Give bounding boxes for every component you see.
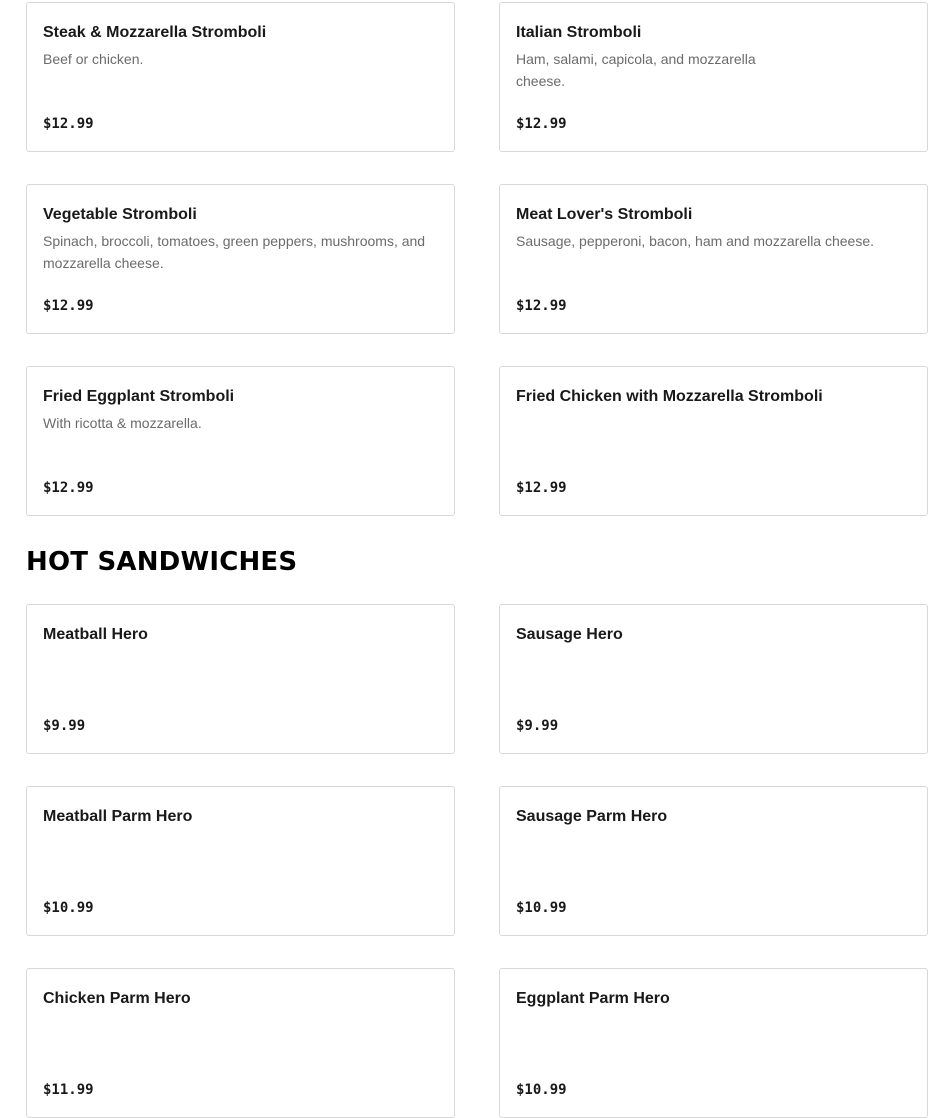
item-price: $10.99 — [43, 900, 94, 916]
item-price: $12.99 — [43, 298, 94, 314]
item-price: $12.99 — [516, 116, 567, 132]
menu-item-card[interactable] — [499, 366, 928, 516]
menu-item-card[interactable] — [499, 786, 928, 936]
item-price: $10.99 — [516, 900, 567, 916]
item-description: Spinach, broccoli, tomatoes, green peppers, mushrooms, and mozzarella cheese. — [43, 233, 426, 271]
menu-item-card[interactable] — [26, 968, 455, 1118]
item-description: With ricotta & mozzarella. — [43, 415, 202, 431]
item-price: $9.99 — [43, 718, 86, 734]
menu-item-card[interactable] — [26, 2, 455, 152]
item-name: Fried Eggplant Stromboli — [43, 388, 235, 405]
stromboli-item-grid — [26, 2, 928, 516]
menu-item-card[interactable] — [26, 366, 455, 516]
section-title-hot-sandwiches: HOT SANDWICHES — [26, 547, 298, 577]
item-price: $12.99 — [43, 116, 94, 132]
menu-item-card[interactable] — [26, 786, 455, 936]
item-name: Steak & Mozzarella Stromboli — [43, 24, 267, 41]
item-name: Italian Stromboli — [516, 24, 642, 41]
item-name: Meat Lover's Stromboli — [516, 206, 693, 223]
menu-item-card[interactable] — [499, 2, 928, 152]
item-price: $12.99 — [516, 298, 567, 314]
item-description: Ham, salami, capicola, and mozzarella cheese. — [516, 51, 756, 89]
item-name: Eggplant Parm Hero — [516, 990, 670, 1007]
item-price: $11.99 — [43, 1082, 94, 1098]
menu-item-card[interactable] — [499, 968, 928, 1118]
item-description: Beef or chicken. — [43, 51, 144, 67]
menu-item-card[interactable] — [499, 184, 928, 334]
menu-item-card[interactable] — [26, 184, 455, 334]
hot-sandwiches-item-grid — [26, 604, 928, 1118]
menu-item-card[interactable] — [26, 604, 455, 754]
item-name: Meatball Parm Hero — [43, 808, 193, 825]
item-price: $12.99 — [43, 480, 94, 496]
item-description: Sausage, pepperoni, bacon, ham and mozzarella cheese. — [516, 233, 875, 249]
item-name: Vegetable Stromboli — [43, 206, 197, 223]
item-name: Chicken Parm Hero — [43, 990, 191, 1007]
item-name: Sausage Parm Hero — [516, 808, 668, 825]
item-price: $10.99 — [516, 1082, 567, 1098]
item-name: Sausage Hero — [516, 626, 623, 643]
item-name: Fried Chicken with Mozzarella Stromboli — [516, 388, 823, 405]
item-name: Meatball Hero — [43, 626, 148, 643]
item-price: $9.99 — [516, 718, 559, 734]
menu-item-card[interactable] — [499, 604, 928, 754]
item-price: $12.99 — [516, 480, 567, 496]
